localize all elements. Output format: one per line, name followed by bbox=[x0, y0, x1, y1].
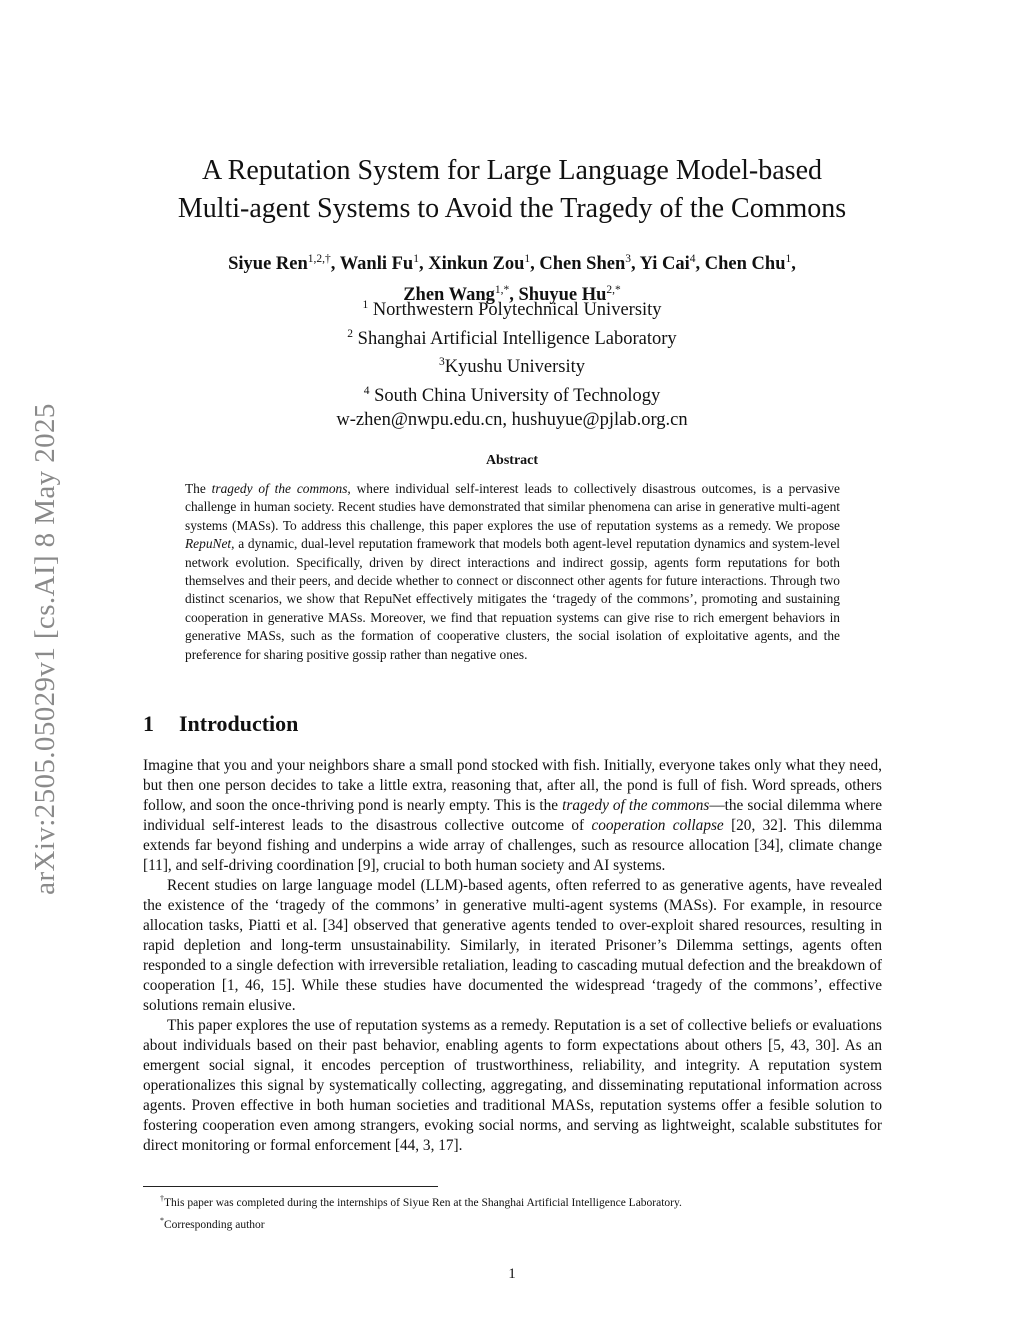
affiliation-number: 2 bbox=[347, 327, 354, 340]
footnotes bbox=[160, 1190, 682, 1234]
affiliation-name: Shanghai Artificial Intelligence Laboratory bbox=[353, 328, 677, 349]
author-name: Shuyue Hu bbox=[518, 285, 607, 306]
title-line-1: A Reputation System for Large Language Model-based bbox=[202, 155, 822, 186]
abstract-emphasis: tragedy of the commons bbox=[211, 481, 348, 496]
paragraph: Imagine that you and your neighbors share a small pond stocked with fish. Initially, everyone takes only what they need, but then one person decides to take a little extra, reasoning that, after all, the pond is full of fish. Word spreads, others follow, and soon the once-thriving pond is nearly empty. This is the tragedy of the commons—the social dilemma where individual self-interest leads to the disastrous collective outcome of cooperation collapse [20, 32]. This dilemma extends far beyond fishing and underpins a wide array of challenges, such as resource allocation [34], climate change [11], and self-driving coordination [9], crucial to both human society and AI systems. bbox=[143, 757, 882, 874]
affiliation bbox=[100, 294, 924, 323]
paragraph: This paper explores the use of reputation systems as a remedy. Reputation is a set of collective beliefs or evaluations about individuals based on their past behavior, enabling agents to form expectations about others [5, 43, 30]. As an emergent social signal, it encodes perception of trustworthiness, reliability, and integrity. A reputation system operationalizes this signal by systematically collecting, aggregating, and disseminating reputational information across agents. Proven effective in both human societies and traditional MASs, reputation systems offer a fesible solution to fostering cooperation even among strangers, evoking social norms, and serving as lightweight, scalable substitutes for direct monitoring or formal enforcement [44, 3, 17]. bbox=[143, 1017, 882, 1154]
author-name: Chen Chu bbox=[704, 254, 786, 275]
page-number: 1 bbox=[508, 1266, 516, 1282]
footnote-text: Corresponding author bbox=[164, 1218, 265, 1231]
footnote-divider bbox=[143, 1186, 438, 1187]
abstract-text: The tragedy of the commons, where individual self-interest leads to collectively disastrous outcomes, is a pervasive challenge in human society. Recent studies have demonstrated that similar phenomena can arise in generative multi-agent systems (MASs). To address this challenge, this paper explores the use of reputation systems as a remedy. We propose RepuNet, a dynamic, dual-level reputation framework that models both agent-level reputation dynamics and system-level network evolution. Specifically, driven by direct interactions and indirect gossip, agents form reputations for both themselves and their peers, and decide whether to connect or disconnect other agents for future interactions. Through two distinct scenarios, we show that RepuNet effectively mitigates the ‘tragedy of the commons’, promoting and sustaining cooperation in generative MASs. Moreover, we find that repuation systems can give rise to rich emergent behaviors in generative MASs, such as the formation of cooperative clusters, the social isolation of exploitative agents, and the preference for sharing positive gossip rather than negative ones. bbox=[185, 481, 840, 662]
paper-title bbox=[100, 152, 924, 228]
body-emphasis: cooperation collapse bbox=[591, 817, 724, 834]
affiliation bbox=[100, 351, 924, 380]
author-affiliation-marker: 1 bbox=[413, 253, 419, 265]
footnote-text: This paper was completed during the internships of Siyue Ren at the Shanghai Artificial Intelligence Laboratory. bbox=[164, 1196, 682, 1209]
section-body bbox=[143, 756, 882, 1156]
author-name: Chen Shen bbox=[539, 254, 626, 275]
arxiv-identifier-stamp: arXiv:2505.05029v1 [cs.AI] 8 May 2025 bbox=[29, 403, 61, 895]
author-name: Yi Cai bbox=[639, 254, 690, 275]
section-number: 1 bbox=[143, 711, 154, 736]
paragraph: Recent studies on large language model (LLM)-based agents, often referred to as generative agents, have revealed the existence of the ‘tragedy of the commons’ in generative multi-agent systems (MASs). For example, in resource allocation tasks, Piatti et al. [34] observed that generative agents tended to over-exploit shared resources, resulting in rapid depletion and long-term unsustainability. Similarly, in iterated Prisoner’s Dilemma settings, agents often responded to a single defection with irreversible retaliation, leading to cascading mutual defection and the breakdown of cooperation [1, 46, 15]. While these studies have documented the widespread ‘tragedy of the commons’, effective solutions remain elusive. bbox=[143, 877, 882, 1014]
author-affiliation-marker: 4 bbox=[689, 253, 696, 265]
affiliation-name: Northwestern Polytechnical University bbox=[368, 300, 662, 321]
author-affiliation-marker: 2,* bbox=[606, 284, 621, 297]
author-affiliation-marker: 1,2,† bbox=[307, 253, 331, 265]
author-affiliation-marker: 1 bbox=[524, 253, 531, 265]
footnote-mark: † bbox=[160, 1194, 164, 1203]
author-affiliation-marker: 1 bbox=[785, 253, 792, 265]
title-line-2: Multi-agent Systems to Avoid the Tragedy of the Commons bbox=[177, 193, 847, 224]
contact-emails[interactable]: w-zhen@nwpu.edu.cn, hushuyue@pjlab.org.cn bbox=[336, 409, 688, 430]
affiliation-list bbox=[100, 294, 924, 432]
author-name: Zhen Wang bbox=[403, 285, 495, 306]
affiliation-name: Kyushu University bbox=[444, 357, 586, 378]
abstract-heading: Abstract bbox=[485, 453, 539, 468]
affiliation bbox=[100, 380, 924, 409]
author-name: Wanli Fu bbox=[339, 254, 414, 275]
author-line-2: Zhen Wang$^{1,*}$, Shuyue $Hu^{2,*}$ bbox=[403, 284, 621, 306]
author-affiliation-marker: 3 bbox=[625, 253, 631, 265]
affiliation-number: 3 bbox=[438, 356, 445, 369]
footnote bbox=[160, 1190, 682, 1212]
author-line-1: Siyue Ren$^{1,2,\dagger}$, Wanli Fu$^1$, Xinkun Zou$^1$, Chen Shen$^3$, Yi Cai$^4$, Chen Chu$^1$, bbox=[228, 253, 796, 275]
affiliation-name: South China University of Technology bbox=[369, 386, 661, 407]
author-affiliation-marker: 1,* bbox=[494, 284, 510, 297]
abstract-emphasis: RepuNet bbox=[185, 536, 232, 552]
footnote bbox=[160, 1212, 682, 1234]
section-heading bbox=[143, 711, 298, 737]
affiliation-number: 4 bbox=[363, 384, 370, 397]
footnote-mark: * bbox=[160, 1215, 164, 1225]
author-name: Xinkun Zou bbox=[428, 254, 525, 275]
affiliation bbox=[100, 323, 924, 352]
section-title: Introduction bbox=[179, 711, 299, 736]
author-name: Siyue Ren bbox=[228, 254, 308, 275]
body-emphasis: tragedy of the commons bbox=[562, 797, 710, 814]
affiliation-number: 1 bbox=[362, 299, 369, 311]
